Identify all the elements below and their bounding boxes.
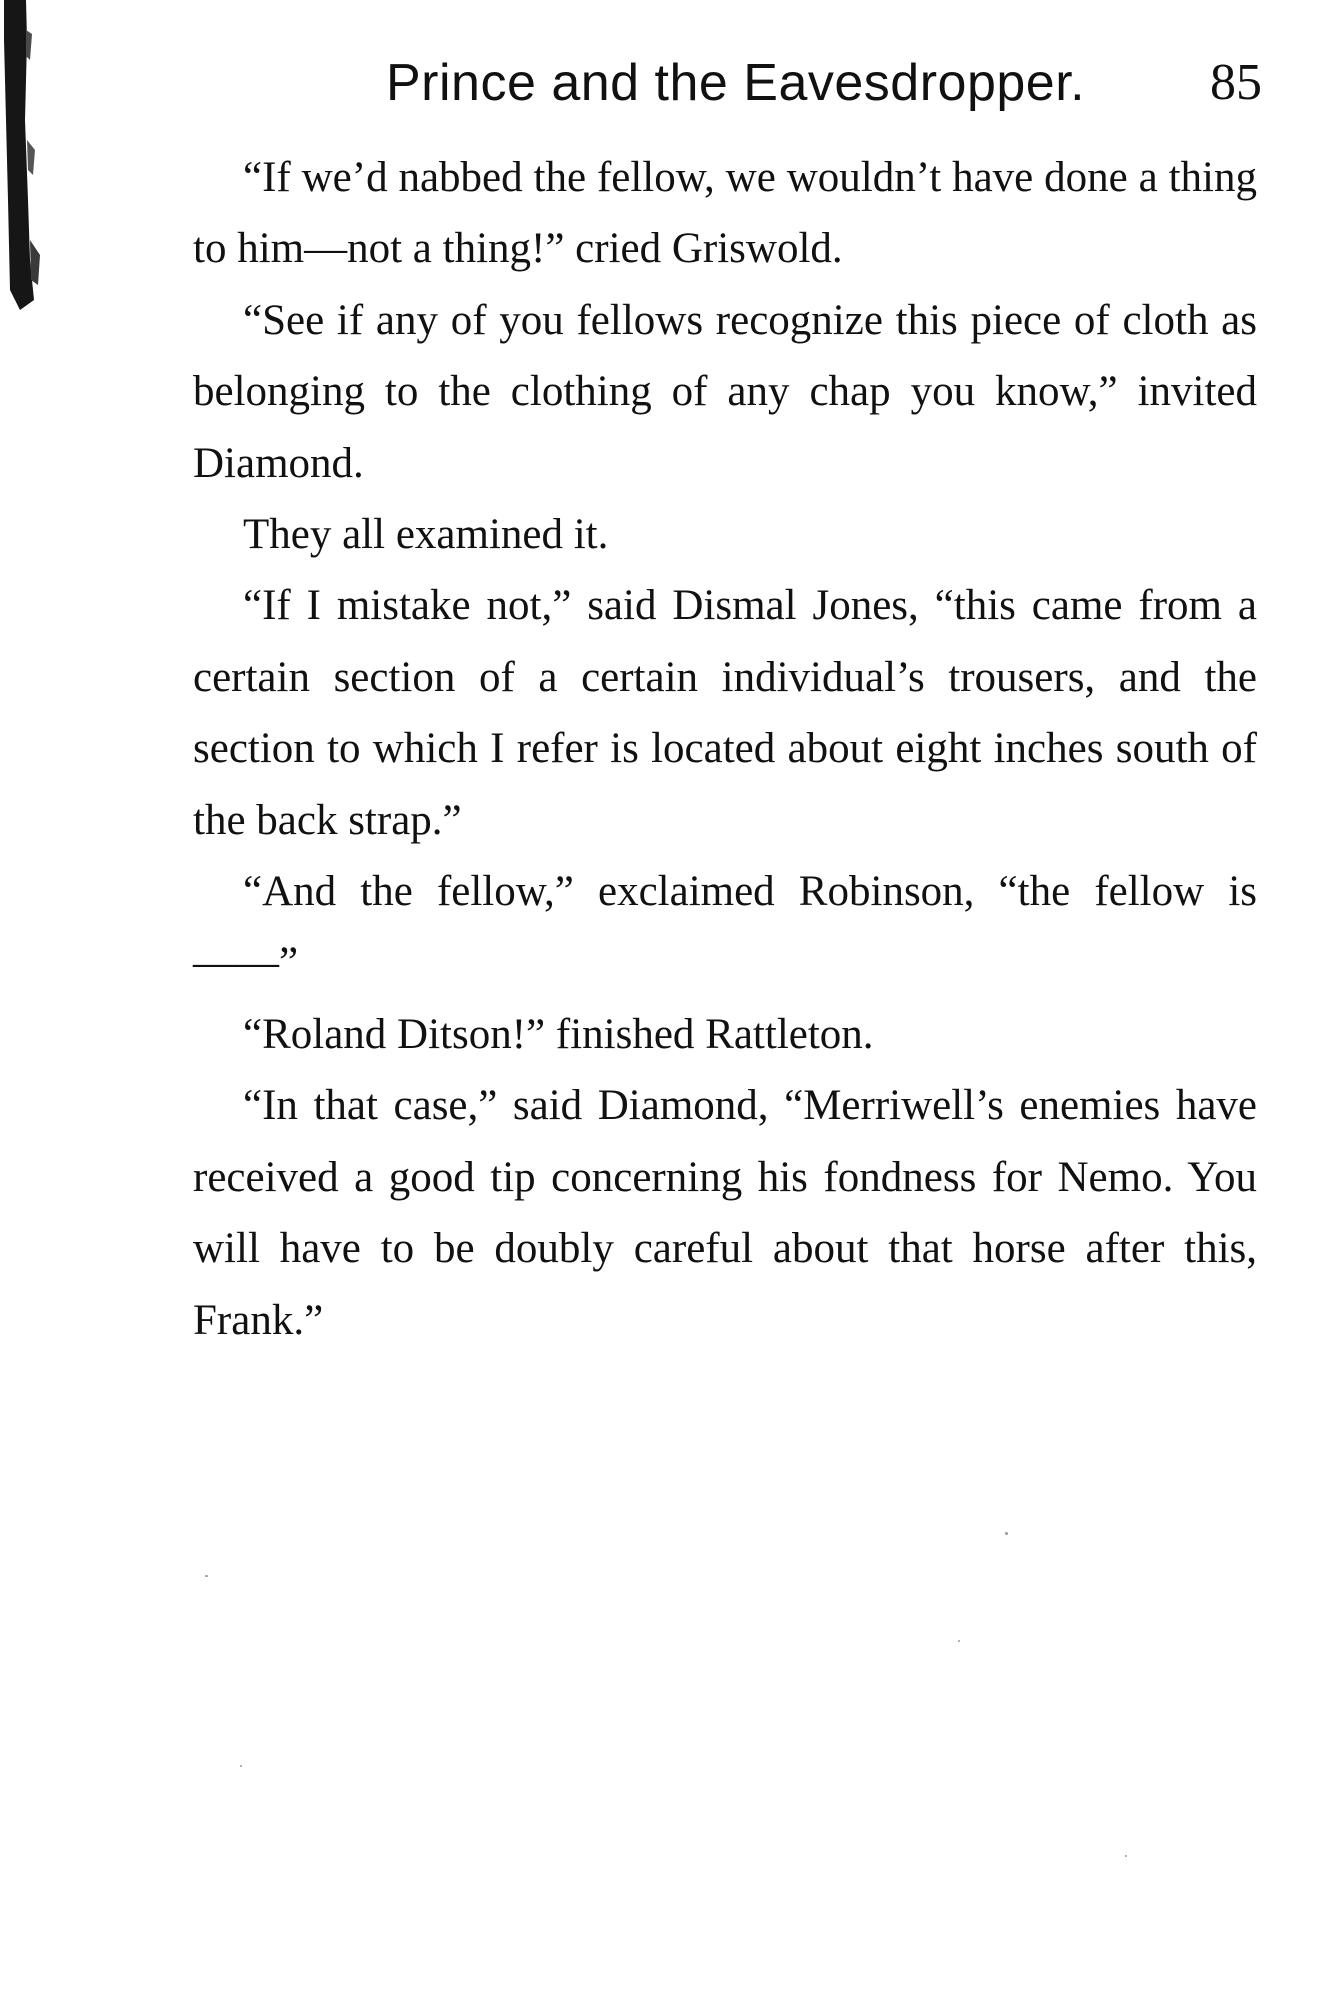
paragraph: “If we’d nabbed the fellow, we wouldn’t have done a thing to him—not a thing!” cried Griswold. bbox=[193, 154, 1257, 273]
body-text bbox=[193, 142, 1257, 1356]
paragraph: “Roland Ditson!” finished Rattleton. bbox=[243, 1010, 874, 1058]
paper-speck bbox=[205, 1575, 208, 1577]
paragraph: “And the fellow,” exclaimed Robinson, “the fellow is——” bbox=[193, 868, 1257, 987]
running-title: Prince and the Eavesdropper. bbox=[386, 54, 1086, 112]
paper-speck bbox=[1005, 1532, 1008, 1535]
paragraph: “See if any of you fellows recognize this piece of cloth as belonging to the clothing of any chap you know,” invited Diamond. bbox=[193, 296, 1257, 487]
paper-speck bbox=[240, 1765, 242, 1767]
paragraph: They all examined it. bbox=[243, 511, 609, 559]
binding-edge-mark bbox=[0, 0, 52, 310]
paragraph: “If I mistake not,” said Dismal Jones, “this came from a certain section of a certain individual’s trousers, and the section to which I refer is located about eight inches south of the back strap.” bbox=[193, 582, 1257, 844]
running-head bbox=[386, 48, 1276, 118]
paper-speck bbox=[958, 1640, 960, 1642]
page-number: 85 bbox=[1210, 54, 1262, 111]
paper-speck bbox=[1125, 1855, 1127, 1857]
paragraph: “In that case,” said Diamond, “Merriwell’s enemies have received a good tip concerning his fondness for Nemo. You will have to be doubly careful about that horse after this, Frank.” bbox=[193, 1082, 1257, 1344]
